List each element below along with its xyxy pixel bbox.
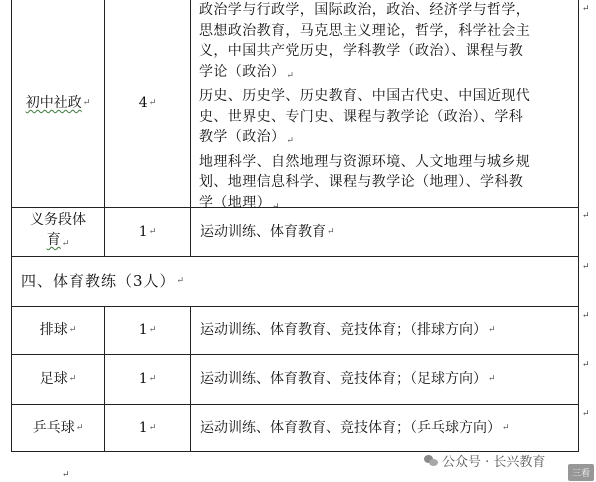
subject-label-line2: 育: [46, 232, 61, 248]
majors-line: 思想政治教育，马克思主义理论，哲学，科学社会主: [199, 22, 531, 39]
majors-line: 政治学与行政学，国际政治，政治、经济学与哲学，: [199, 2, 531, 18]
column-divider: [190, 0, 191, 256]
majors-cell: [200, 208, 572, 256]
paragraph-mark: ↵: [148, 422, 157, 433]
row-end-mark: ↵: [582, 262, 590, 272]
count-value: 1: [138, 419, 148, 436]
section-header: [21, 257, 561, 306]
majors-cell: [200, 307, 572, 354]
watermark-text: 公众号 · 长兴教育: [442, 454, 546, 470]
row-end-mark: ↵: [582, 4, 590, 14]
majors-value: 运动训练、体育教育、竞技体育；（排球方向）: [200, 322, 487, 338]
majors-line: 学论（政治）↵: [199, 63, 295, 81]
count-cell: [105, 0, 190, 207]
subject-label: 足球: [39, 371, 68, 387]
majors-line: 教学（政治）↵: [199, 129, 295, 146]
paragraph-mark: ↵: [286, 70, 295, 81]
count-value: 1: [138, 322, 148, 338]
subject-cell: [12, 0, 104, 207]
paragraph-mark: ↵: [148, 374, 157, 384]
count-cell: [105, 355, 190, 404]
paragraph-mark: ↵: [61, 239, 70, 249]
count-value: 1: [138, 223, 148, 240]
subject-label: 排球: [39, 322, 68, 338]
count-value: 1: [138, 371, 148, 387]
majors-line: 学（地理）↵: [199, 194, 280, 212]
majors-line: 划、地理信息科学、课程与教学论（地理）、学科教: [199, 174, 524, 190]
row-end-mark: ↵: [582, 409, 590, 419]
wechat-icon: [424, 454, 439, 467]
paragraph-mark: ↵: [488, 374, 496, 384]
majors-line: 史、世界史、专门史、课程与教学论（政治）、学科: [199, 108, 524, 125]
paragraph-mark: ↵: [327, 226, 335, 237]
paragraph-mark: ↵: [148, 226, 157, 237]
subject-cell: [12, 307, 104, 354]
majors-line: 地理科学、自然地理与资源环境、人文地理与城乡规: [199, 153, 531, 170]
majors-value: 运动训练、体育教育、竞技体育；（乒乓球方向）: [200, 419, 501, 436]
paragraph-mark: ↵: [62, 470, 70, 480]
subject-cell: [12, 208, 104, 256]
subject-cell: [12, 355, 104, 404]
majors-cell: [200, 405, 572, 451]
paragraph-mark: ↵: [272, 201, 280, 212]
count-cell: [105, 405, 190, 451]
paragraph-mark: ↵: [148, 325, 157, 335]
majors-line: 历史、历史学、历史教育、中国古代史、中国近现代: [199, 88, 531, 104]
section-title: 四、体育教练（3人）: [21, 272, 176, 290]
paragraph-mark: ↵: [68, 325, 77, 335]
majors-value: 运动训练、体育教育: [200, 223, 326, 240]
paragraph-mark: ↵: [286, 136, 295, 146]
row-end-mark: ↵: [582, 360, 590, 370]
count-cell: [105, 307, 190, 354]
wechat-watermark: [424, 451, 545, 469]
paragraph-mark: ↵: [502, 422, 510, 433]
row-end-mark: ↵: [582, 211, 590, 221]
subject-cell: [12, 405, 104, 451]
paragraph-mark: ↵: [176, 276, 186, 286]
majors-line: 义，中国共产党历史，学科教学（政治）、课程与教: [199, 43, 524, 59]
paragraph-mark: ↵: [488, 325, 496, 335]
paragraph-mark: ↵: [82, 98, 91, 108]
paragraph-mark: ↵: [68, 374, 77, 384]
row-end-mark: ↵: [582, 311, 590, 321]
paragraph-mark: ↵: [148, 98, 157, 108]
subject-label: 初中社政: [25, 95, 82, 111]
majors-value: 运动训练、体育教育、竞技体育；（足球方向）: [200, 371, 487, 387]
column-divider: [578, 0, 579, 452]
majors-cell: [199, 0, 571, 217]
count-value: 4: [138, 95, 148, 111]
column-divider: [190, 306, 191, 452]
count-cell: [105, 208, 190, 256]
subject-label-line1: 义务段体: [30, 212, 86, 228]
subject-label: 乒乓球: [32, 419, 75, 436]
paragraph-mark: ↵: [75, 422, 84, 433]
watermark-badge: 三看: [568, 464, 594, 481]
recruitment-table: [11, 0, 579, 451]
majors-cell: [200, 355, 572, 404]
